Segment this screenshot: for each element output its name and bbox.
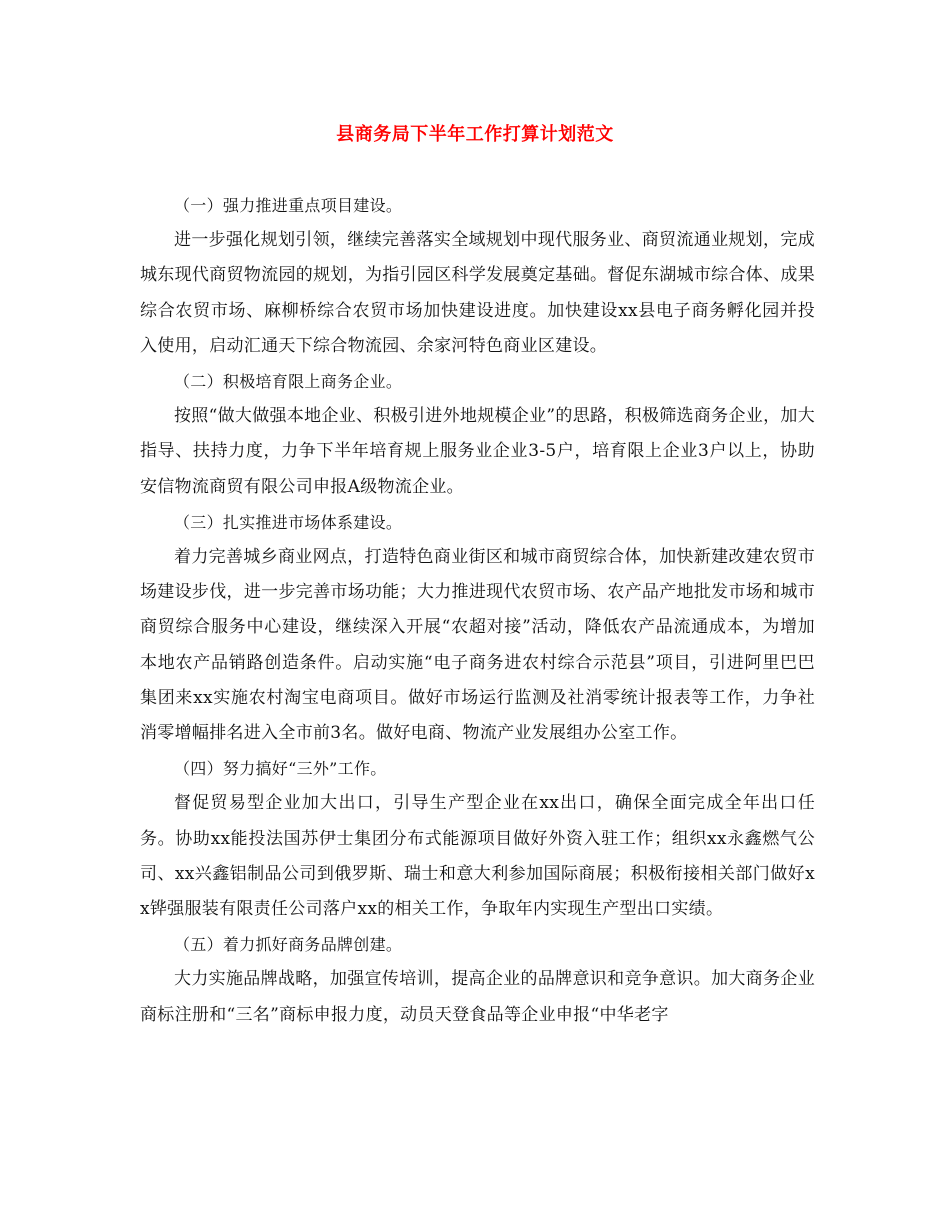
section-1-body: 进一步强化规划引领，继续完善落实全域规划中现代服务业、商贸流通业规划，完成城东现代商贸物流园的规划，为指引园区科学发展奠定基础。督促东湖城市综合体、成果综合农贸市场、麻柳桥综合农贸市场加快建设进度。加快建设xx县电子商务孵化园并投入使用，启动汇通天下综合物流园、余家河特色商业区建设。 — [140, 230, 815, 356]
section-3-heading: （三）扎实推进市场体系建设。 — [174, 512, 403, 532]
section-4-body: 督促贸易型企业加大出口，引导生产型企业在xx出口，确保全面完成全年出口任务。协助xx能投法国苏伊士集团分布式能源项目做好外资入驻工作；组织xx永鑫燃气公司、xx兴鑫铝制品公司到俄罗斯、瑞士和意大利参加国际商展；积极衔接相关部门做好xx铧强服装有限责任公司落户xx的相关工作，争取年内实现生产型出口实绩。 — [140, 793, 815, 920]
section-2-body: 按照“做大做强本地企业、积极引进外地规模企业”的思路，积极筛选商务企业，加大指导、扶持力度，力争下半年培育规上服务业企业3-5户，培育限上企业3户以上，协助安信物流商贸有限公司申报A级物流企业。 — [140, 406, 815, 497]
section-4-heading: （四）努力搞好“三外”工作。 — [174, 759, 387, 779]
document-title: 县商务局下半年工作打算计划范文 — [336, 124, 614, 145]
section-5-body: 大力实施品牌战略，加强宣传培训，提高企业的品牌意识和竞争意识。加大商务企业商标注册和“三名”商标申报力度，动员天登食品等企业申报“中华老字 — [140, 969, 815, 1025]
section-5-heading: （五）着力抓好商务品牌创建。 — [174, 935, 403, 955]
section-2-heading: （二）积极培育限上商务企业。 — [174, 372, 403, 392]
section-1-heading: （一）强力推进重点项目建设。 — [174, 196, 403, 215]
document-body — [140, 188, 815, 1033]
section-3-body: 着力完善城乡商业网点，打造特色商业街区和城市商贸综合体，加快新建改建农贸市场建设步伐，进一步完善市场功能；大力推进现代农贸市场、农产品产地批发市场和城市商贸综合服务中心建设，继续深入开展“农超对接”活动，降低农产品流通成本，为增加本地农产品销路创造条件。启动实施“电子商务进农村综合示范县”项目，引进阿里巴巴集团来xx实施农村淘宝电商项目。做好市场运行监测及社消零统计报表等工作，力争社消零增幅排名进入全市前3名。做好电商、物流产业发展组办公室工作。 — [140, 547, 815, 744]
